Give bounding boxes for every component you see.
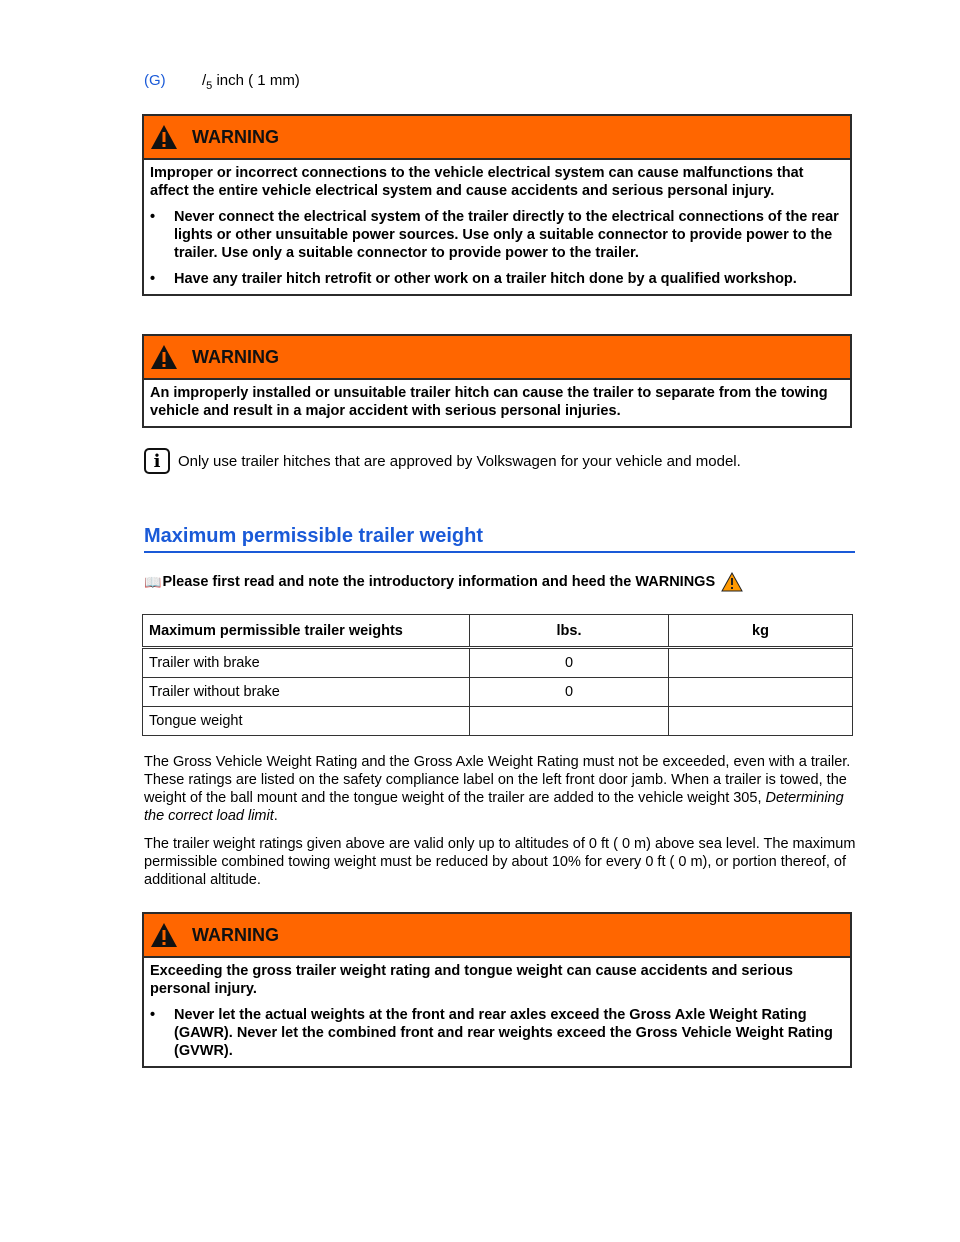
warning-intro: Exceeding the gross trailer weight rating and tongue weight can cause accidents and serious personal injury. [150, 963, 793, 997]
dimension-line [144, 72, 300, 92]
bullet-text: Never connect the electrical system of the trailer directly to the electrical connections of the rear lights or other unsuitable power sources. Use only a suitable connector to provide power to the trailer. Use only a suitable connector to provide power to the trailer. [174, 209, 839, 261]
dimension-value [202, 72, 300, 92]
warning-body [144, 158, 850, 294]
column-header-kg: kg [669, 615, 853, 648]
warning-header [144, 336, 850, 378]
warning-triangle-icon [150, 124, 178, 150]
warning-intro: An improperly installed or unsuitable trailer hitch can cause the trailer to separate from the towing vehicle and result in a major accident with serious personal injuries. [150, 385, 828, 419]
paragraph-altitude: The trailer weight ratings given above are valid only up to altitudes of 0 ft ( 0 m) above sea level. The maximum permissible combined towing weight must be reduced by about 10% for every 0 ft ( 0 m), or portion thereof, of additional altitude. [144, 836, 856, 888]
paragraph-end: . [273, 808, 278, 824]
table-row [143, 707, 853, 736]
table-row [143, 648, 853, 678]
fraction-rest: inch ( 1 mm) [212, 72, 300, 89]
row-kg [669, 648, 853, 678]
row-kg [669, 678, 853, 707]
warning-body [144, 378, 850, 426]
cross-reference-link[interactable]: Determining the correct load limit [144, 790, 844, 824]
info-note [144, 448, 741, 474]
warning-title: WARNING [192, 924, 279, 945]
warning-box-hitch [142, 334, 852, 428]
paragraph-weight-ratings [144, 753, 856, 825]
table-row [143, 678, 853, 707]
warning-intro: Improper or incorrect connections to the vehicle electrical system can cause malfunctions that affect the entire vehicle electrical system and cause accidents and serious personal injury. [150, 165, 804, 199]
warning-header [144, 914, 850, 956]
warning-title: WARNING [192, 346, 279, 367]
column-header-lbs: lbs. [470, 615, 669, 648]
fraction-slash: / [202, 72, 207, 89]
trailer-weight-table [142, 614, 853, 736]
warning-bullet [150, 270, 844, 288]
info-icon: i [144, 448, 170, 474]
dimension-label: (G) [144, 72, 166, 89]
book-icon: 📖 [144, 573, 162, 590]
table-header-row [143, 615, 853, 648]
bullet-marker: • [150, 271, 156, 287]
bullet-marker: • [150, 1007, 156, 1023]
warning-triangle-icon [150, 922, 178, 948]
bullet-text: Have any trailer hitch retrofit or other work on a trailer hitch done by a qualified workshop. [174, 271, 797, 287]
warning-box-electrical [142, 114, 852, 296]
section-intro [144, 572, 743, 592]
row-kg [669, 707, 853, 736]
warning-triangle-icon[interactable] [721, 572, 743, 592]
bullet-text: Never let the actual weights at the front and rear axles exceed the Gross Axle Weight Rating (GAWR). Never let the combined front and rear weights exceed the Gross Vehicle Weight Rating (GVWR). [174, 1007, 833, 1059]
warning-bullet [150, 208, 844, 262]
warning-body [144, 956, 850, 1066]
column-header-item: Maximum permissible trailer weights [143, 615, 470, 648]
section-title: Maximum permissible trailer weight [144, 525, 855, 553]
warning-bullet [150, 1006, 844, 1060]
section-intro-text: Please first read and note the introductory information and heed the WARNINGS [162, 574, 716, 590]
warning-header [144, 116, 850, 158]
row-label: Tongue weight [143, 707, 470, 736]
row-lbs [470, 707, 669, 736]
row-label: Trailer without brake [143, 678, 470, 707]
warning-title: WARNING [192, 126, 279, 147]
fraction-denominator: 5 [206, 80, 213, 92]
warning-box-weight [142, 912, 852, 1068]
row-lbs: 0 [470, 678, 669, 707]
warning-triangle-icon [150, 344, 178, 370]
row-label: Trailer with brake [143, 648, 470, 678]
bullet-marker: • [150, 209, 156, 225]
row-lbs: 0 [470, 648, 669, 678]
paragraph-text: The Gross Vehicle Weight Rating and the Gross Axle Weight Rating must not be exceeded, even with a trailer. These ratings are listed on the safety compliance label on the left front door jamb. When a trailer is towed, the weight of the ball mount and the tongue weight of the trailer are added to the vehicle weight 305, [144, 754, 851, 806]
note-text: Only use trailer hitches that are approved by Volkswagen for your vehicle and model. [178, 452, 741, 470]
